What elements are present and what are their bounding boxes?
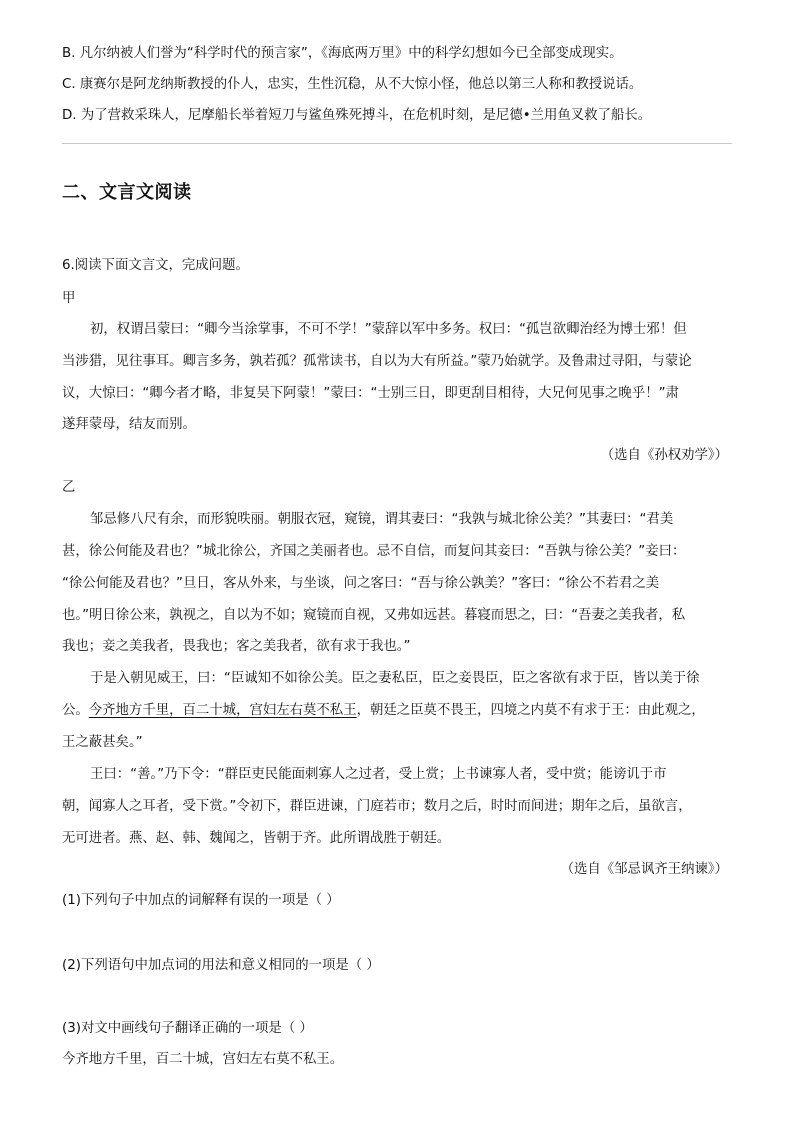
sub-question-3-sentence: 今齐地方千里，百二十城，宫妇左右莫不私王。 — [62, 1052, 344, 1067]
passage-text: 公。 — [62, 703, 89, 718]
passage-yi-line: 朝，闻寡人之耳者，受下赏。”令初下，群臣进谏，门庭若市；数月之后，时时而间进；期年之后，虽欲言， — [62, 799, 692, 814]
passage-yi-line: 甚，徐公何能及君也？”城北徐公，齐国之美丽者也。忌不自信，而复问其妾曰：“吾孰与徐公美？”妾曰： — [62, 544, 686, 559]
passage-jia-label: 甲 — [62, 291, 76, 306]
section-divider — [62, 143, 732, 144]
passage-yi-line: 也。”明日徐公来，孰视之，自以为不如；窥镜而自视，又弗如远甚。暮寝而思之，曰：“吾妻之美我者，私 — [62, 608, 686, 623]
passage-yi-line: 王之蔽甚矣。” — [62, 735, 143, 750]
underlined-sentence: 今齐地方千里，百二十城，宫妇左右莫不私王 — [88, 703, 357, 718]
passage-yi-line-with-underline — [62, 701, 705, 721]
sub-question-3: (3)对文中画线句子翻译正确的一项是（ ） — [62, 1021, 313, 1036]
passage-jia-line: 初，权谓吕蒙曰：“卿今当涂掌事，不可不学！”蒙辞以军中多务。权曰：“孤岂欲卿治经为博士邪！但 — [90, 322, 687, 337]
passage-yi-label: 乙 — [62, 480, 76, 495]
sub-question-1: (1)下列句子中加点的词解释有误的一项是（ ） — [62, 893, 340, 908]
passage-yi-line: 邹忌修八尺有余，而形貌昳丽。朝服衣冠，窥镜，谓其妻曰：“我孰与城北徐公美？”其妻曰：“君美 — [90, 512, 674, 527]
passage-yi-line: 于是入朝见威王，曰：“臣诚知不如徐公美。臣之妻私臣，臣之妾畏臣，臣之客欲有求于臣，皆以美于徐 — [90, 671, 700, 686]
passage-yi-line: 无可进者。燕、赵、韩、魏闻之，皆朝于齐。此所谓战胜于朝廷。 — [62, 831, 451, 846]
passage-jia-source: （选自《孙权劝学》） — [600, 448, 728, 463]
section-title: 二、文言文阅读 — [62, 182, 192, 203]
passage-yi-source: （选自《邹忌讽齐王纳谏》） — [560, 862, 728, 877]
passage-jia-line: 遂拜蒙母，结友而别。 — [62, 417, 196, 432]
passage-jia-line: 当涉猎，见往事耳。卿言多务，孰若孤？孤常读书，自以为大有所益。”蒙乃始就学。及鲁肃过寻阳，与蒙论 — [62, 354, 692, 369]
option-d: D. 为了营救采珠人，尼摩船长举着短刀与鲨鱼殊死搏斗，在危机时刻，是尼德•兰用鱼叉救了船长。 — [62, 108, 652, 123]
passage-yi-line: 王曰：“善。”乃下令：“群臣吏民能面刺寡人之过者，受上赏；上书谏寡人者，受中赏；能谤讥于市 — [90, 767, 667, 782]
passage-text: ，朝廷之臣莫不畏王，四境之内莫不有求于王：由此观之， — [356, 703, 705, 718]
sub-question-2: (2)下列语句中加点词的用法和意义相同的一项是（ ） — [62, 958, 380, 973]
passage-yi-line: “徐公何能及君也？”旦日，客从外来，与坐谈，问之客曰：“吾与徐公孰美？”客曰：“徐公不若君之美 — [62, 576, 660, 591]
question-intro: 6.阅读下面文言文，完成问题。 — [62, 258, 249, 273]
passage-jia-line: 议，大惊曰：“卿今者才略，非复吴下阿蒙！”蒙曰：“士别三日，即更刮目相待，大兄何见事之晚乎！”肃 — [62, 386, 679, 401]
passage-yi-line: 我也；妾之美我者，畏我也；客之美我者，欲有求于我也。” — [62, 639, 411, 654]
option-b: B. 凡尔纳被人们誉为“科学时代的预言家”，《海底两万里》中的科学幻想如今已全部变成现实。 — [62, 46, 623, 61]
option-c: C. 康赛尔是阿龙纳斯教授的仆人，忠实，生性沉稳，从不大惊小怪，他总以第三人称和教授说话。 — [62, 77, 643, 92]
